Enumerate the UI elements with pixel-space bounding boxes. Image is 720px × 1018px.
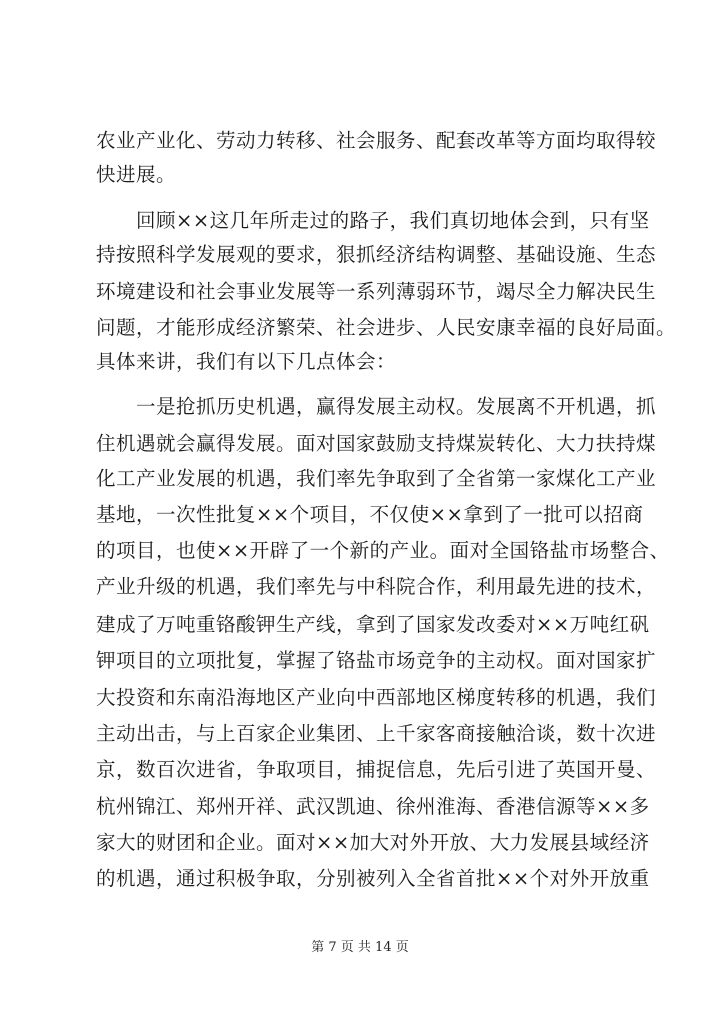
text-line-2: 快进展。: [96, 163, 177, 186]
text-line-10: 化工产业发展的机遇，我们率先争取到了全省第一家煤化工产业: [96, 467, 657, 490]
text-line-8: 一是抢抓历史机遇，赢得发展主动权。发展离不开机遇，抓: [136, 395, 657, 418]
text-line-15: 钾项目的立项批复，掌握了铬盐市场竞争的主动权。面对国家扩: [96, 649, 657, 672]
text-line-13: 产业升级的机遇，我们率先与中科院合作，利用最先进的技术，: [96, 575, 657, 598]
text-line-17: 主动出击，与上百家企业集团、上千家客商接触洽谈，数十次进: [96, 722, 657, 745]
text-line-4: 持按照科学发展观的要求，狠抓经济结构调整、基础设施、生态: [96, 243, 657, 266]
text-line-3: 回顾××这几年所走过的路子，我们真切地体会到，只有坚: [136, 209, 650, 232]
text-line-12: 的项目，也使××开辟了一个新的产业。面对全国铬盐市场整合、: [96, 539, 670, 562]
text-line-14: 建成了万吨重铬酸钾生产线，拿到了国家发改委对××万吨红矾: [96, 613, 650, 636]
text-line-20: 家大的财团和企业。面对××加大对外开放、大力发展县域经济: [96, 831, 650, 854]
page-number-footer: 第 7 页 共 14 页: [311, 940, 409, 955]
text-line-21: 的机遇，通过积极争取，分别被列入全省首批××个对外开放重: [96, 867, 650, 890]
text-line-1: 农业产业化、劳动力转移、社会服务、配套改革等方面均取得较: [96, 129, 657, 152]
text-line-11: 基地，一次性批复××个项目，不仅使××拿到了一批可以招商: [96, 503, 644, 526]
text-line-9: 住机遇就会赢得发展。面对国家鼓励支持煤炭转化、大力扶持煤: [96, 432, 657, 455]
text-line-7: 具体来讲，我们有以下几点体会：: [96, 350, 397, 373]
text-line-6: 问题，才能形成经济繁荣、社会进步、人民安康幸福的良好局面。: [96, 316, 677, 339]
text-line-16: 大投资和东南沿海地区产业向中西部地区梯度转移的机遇，我们: [96, 686, 657, 709]
text-line-18: 京，数百次进省，争取项目，捕捉信息，先后引进了英国开曼、: [96, 758, 657, 781]
text-line-5: 环境建设和社会事业发展等一系列薄弱环节，竭尽全力解决民生: [96, 280, 657, 303]
text-line-19: 杭州锦江、郑州开祥、武汉凯迪、徐州淮海、香港信源等××多: [96, 795, 650, 818]
